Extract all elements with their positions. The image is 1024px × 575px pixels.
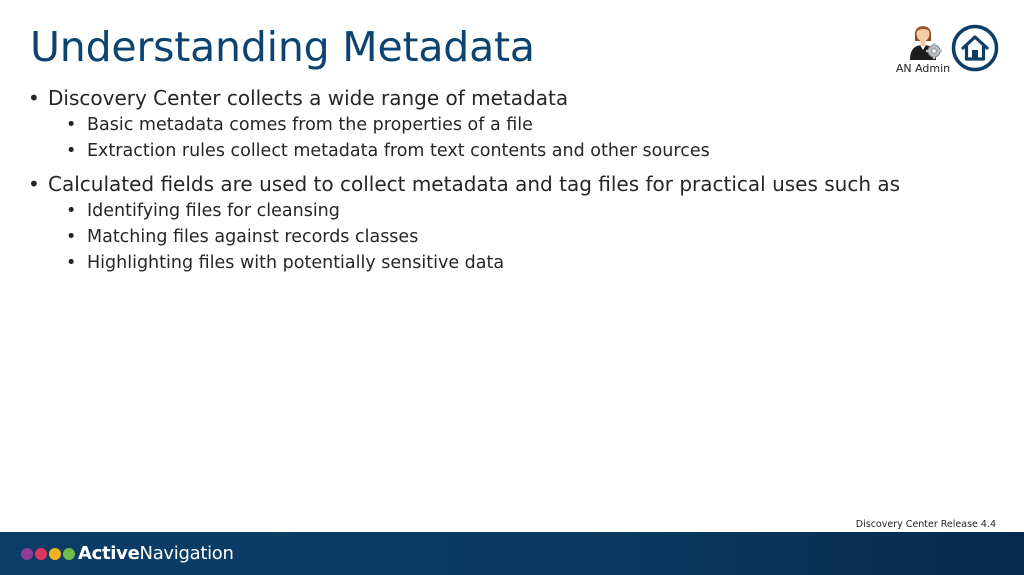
active-navigation-logo [21, 543, 234, 565]
logo-dot-yellow [49, 548, 61, 560]
sub-bullet-records-classes: • Matching files against records classes [66, 224, 988, 250]
logo-dot-purple [21, 548, 33, 560]
admin-user-icon [901, 17, 945, 61]
sub-bullet-extraction-rules: • Extraction rules collect metadata from text contents and other sources [66, 138, 988, 164]
sub-list-metadata-sources [28, 112, 988, 164]
bullet-discovery-center: • Discovery Center collects a wide range of metadata [28, 84, 988, 112]
logo-dot-green [63, 548, 75, 560]
sub-list-practical-uses [28, 198, 988, 276]
logo-text-light: Navigation [139, 543, 234, 564]
admin-user[interactable] [888, 17, 958, 79]
sub-bullet-basic-metadata: • Basic metadata comes from the properties of a file [66, 112, 988, 138]
slide-title: Understanding Metadata [30, 23, 535, 71]
release-label: Discovery Center Release 4.4 [855, 519, 996, 530]
sub-bullet-cleansing: • Identifying files for cleansing [66, 198, 988, 224]
logo-dot-red [35, 548, 47, 560]
bullet-calculated-fields: • Calculated fields are used to collect metadata and tag files for practical uses such as [28, 170, 988, 198]
logo-text [78, 543, 234, 565]
slide-content [28, 84, 988, 282]
logo-text-bold: Active [78, 543, 140, 564]
admin-user-label: AN Admin [895, 62, 951, 75]
footer-bar [0, 532, 1024, 575]
home-icon [951, 24, 999, 72]
sub-bullet-sensitive-data: • Highlighting files with potentially sensitive data [66, 250, 988, 276]
home-button[interactable] [951, 24, 999, 72]
